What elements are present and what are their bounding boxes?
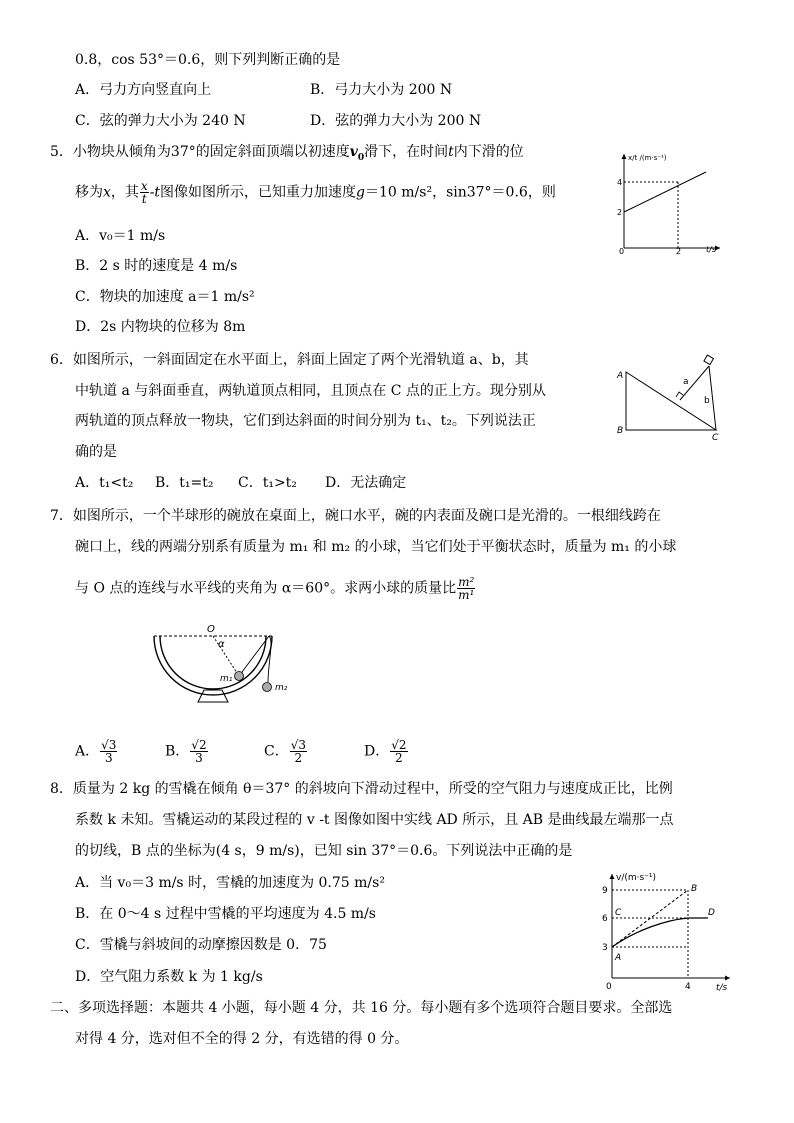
q6-label-A: A [617, 371, 624, 381]
q5-option-a: A．v₀＝1 m/s [75, 228, 166, 244]
q5-graph-xlabel: t/s [706, 245, 716, 254]
q8-graph-origin: 0 [606, 982, 612, 992]
q8-stem-line1: 8．质量为 2 kg 的雪橇在倾角 θ＝37° 的斜坡向下滑动过程中，所受的空气阻力与速度成正比，比例 [50, 781, 673, 797]
q8-graph-xtick-4: 4 [685, 982, 691, 992]
q7-label-O: O [207, 624, 215, 635]
q7-option-a: A． $\frac{√3}{3}$ [75, 738, 117, 765]
q8-option-c: C．雪橇与斜坡间的动摩擦因数是 0．75 [75, 937, 327, 953]
q6-track-b-label: b [704, 396, 710, 406]
q5-graph-origin: 0 [619, 247, 625, 254]
q4-stem-cont: 0.8，cos 53°＝0.6，则下列判断正确的是 [75, 52, 341, 68]
q5-graph-xtick-2: 2 [676, 247, 682, 254]
q7-label-m1: m₁ [220, 674, 233, 684]
q7-option-b: B． $\frac{√2}{3}$ [165, 738, 207, 765]
section2-heading-line2: 对得 4 分，选对但不全的得 2 分，有选错的得 0 分。 [75, 1031, 409, 1047]
q8-option-a: A．当 v₀＝3 m/s 时，雪橇的加速度为 0.75 m/s² [75, 875, 385, 891]
q8-graph-tick-6: 6 [602, 914, 608, 924]
q6-option-b: B．t₁=t₂ [155, 475, 214, 491]
q6-option-d: D．无法确定 [325, 475, 407, 491]
q5-option-d: D．2s 内物块的位移为 8m [75, 319, 246, 335]
q8-point-D: D [708, 908, 715, 918]
q5-stem-line1: 5．小物块从倾角为37°的固定斜面顶端以初速度$v_0$滑下，在时间t内下滑的位 [50, 144, 524, 163]
q8-stem-line3: 的切线，B 点的坐标为(4 s，9 m/s)，已知 sin 37°＝0.6。下列说法中正确的是 [75, 843, 573, 859]
q6-stem-line1: 6．如图所示，一斜面固定在水平面上，斜面上固定了两个光滑轨道 a、b，其 [50, 352, 529, 368]
q4-option-c: C．弦的弹力大小为 240 N [75, 113, 246, 129]
q7-label-m2: m₂ [275, 683, 288, 693]
q5-graph-ylabel: x/t /(m·s⁻¹) [628, 154, 667, 162]
q6-stem-line3: 两轨道的顶点释放一物块，它们到达斜面的时间分别为 t₁、t₂。下列说法正 [75, 413, 536, 429]
q4-option-a: A．弓力方向竖直向上 [75, 82, 212, 98]
q6-label-B: B [617, 426, 624, 436]
q8-option-b: B．在 0～4 s 过程中雪橇的平均速度为 4.5 m/s [75, 906, 376, 922]
q6-track-a-label: a [683, 377, 689, 387]
q8-point-A: A [615, 953, 622, 963]
q8-graph-tick-9: 9 [602, 886, 608, 896]
q5-option-b: B．2 s 时的速度是 4 m/s [75, 258, 238, 274]
q5-graph-tick-4: 4 [617, 178, 623, 187]
q7-option-c: C． $\frac{√3}{2}$ [264, 738, 306, 765]
mass-ratio-fraction: $\frac{\text{m²}}{\text{m¹}}$ [458, 575, 475, 602]
q7-stem-line2: 碗口上，线的两端分别系有质量为 m₁ 和 m₂ 的小球，当它们处于平衡状态时，质量为 m₁ 的小球 [75, 539, 677, 555]
q6-option-a: A．t₁<t₂ [75, 475, 134, 491]
q5-stem-line2: 移为x，其 $\frac{x}{t}$ -t图像如图所示，已知重力加速度g＝10 m/s²，sin37°＝0.6，则 [75, 179, 556, 206]
q7-bowl-figure [148, 620, 308, 708]
q8-stem-line2: 系数 k 未知。雪橇运动的某段过程的 v -t 图像如图中实线 AD 所示，且 AB 是曲线最左端那一点 [75, 812, 674, 828]
q4-option-b: B．弓力大小为 200 N [310, 82, 453, 98]
q6-stem-line4: 确的是 [75, 444, 117, 460]
q7-option-d: D． $\frac{√2}{2}$ [364, 738, 407, 765]
q5-xt-graph [612, 148, 724, 254]
q6-label-C: C [712, 433, 719, 442]
section2-heading-line1: 二、多项选择题：本题共 4 小题，每小题 4 分，共 16 分。每小题有多个选项符合题目要求。全部选 [50, 1000, 673, 1016]
q8-point-C: C [615, 908, 622, 918]
q8-graph-xlabel: t/s [716, 983, 728, 992]
x-over-t-fraction: $\frac{x}{t}$ [140, 179, 148, 206]
q8-option-d: D．空气阻力系数 k 为 1 kg/s [75, 969, 263, 985]
q6-stem-line2: 中轨道 a 与斜面垂直，两轨道顶点相同，且顶点在 C 点的正上方。现分别从 [75, 383, 546, 399]
q6-option-c: C．t₁>t₂ [238, 475, 297, 491]
q7-stem-line1: 7．如图所示，一个半球形的碗放在桌面上，碗口水平，碗的内表面及碗口是光滑的。一根细线跨在 [50, 508, 661, 524]
q8-graph-ylabel: v/(m·s⁻¹) [616, 873, 657, 883]
q5-option-c: C．物块的加速度 a＝1 m/s² [75, 289, 255, 305]
q8-graph-tick-3: 3 [602, 943, 608, 953]
q7-stem-line3: 与 O 点的连线与水平线的夹角为 α＝60°。求两小球的质量比 $\frac{\text{m²}}{\text{m¹}}$ [75, 575, 475, 602]
q4-option-d: D．弦的弹力大小为 200 N [310, 113, 482, 129]
q6-incline-figure [612, 350, 724, 442]
q5-graph-tick-2: 2 [617, 208, 623, 217]
q7-label-alpha: α [218, 639, 225, 650]
q8-vt-graph [596, 870, 736, 992]
q8-point-B: B [691, 884, 698, 894]
